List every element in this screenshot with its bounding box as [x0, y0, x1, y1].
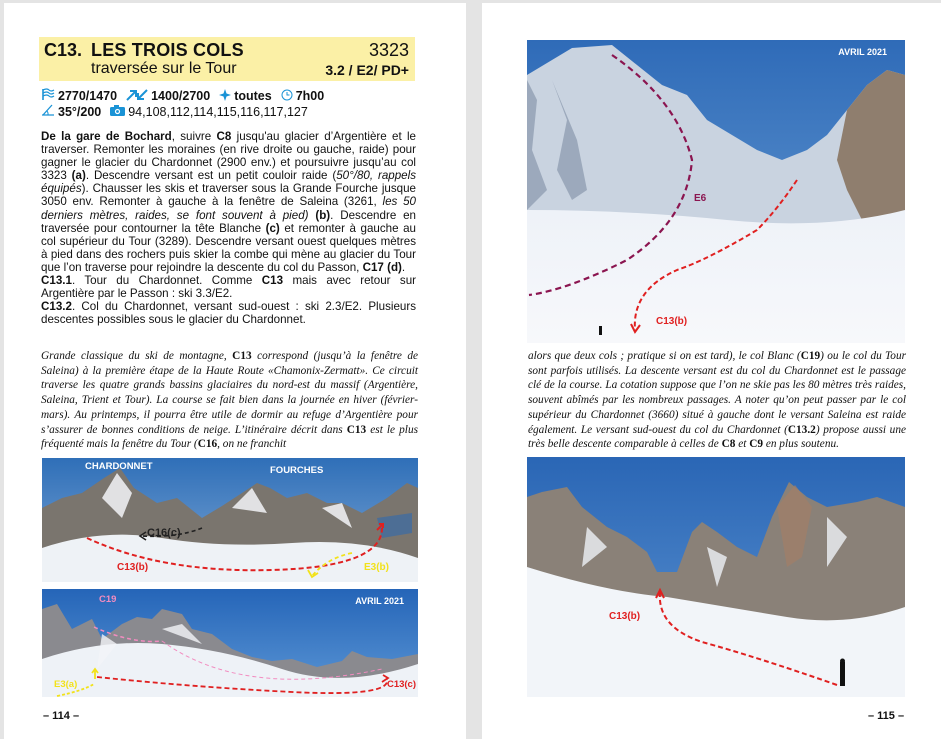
step-ref: (a) [71, 169, 86, 183]
text: . Descendre en traversée pour contourner la tête Blanche [41, 208, 416, 235]
info-row-2 [41, 104, 308, 119]
route-ref: C19 [800, 350, 821, 362]
text: . Descendre versant est un petit couloir raide ( [85, 169, 337, 183]
variant-c13-1 [41, 274, 416, 300]
route-title: LES TROIS COLS [91, 40, 244, 60]
variant-c13-2 [41, 300, 416, 326]
flag-icon [41, 88, 55, 104]
commentary-right [528, 349, 906, 452]
variant-code: C13.1 [41, 274, 72, 288]
route-subtitle: traversée sur le Tour [91, 60, 237, 77]
text: et [735, 438, 750, 451]
label-c19: C19 [99, 594, 117, 605]
step-ref: C17 (d) [362, 260, 402, 274]
route-title-box [39, 37, 415, 81]
route-description [41, 130, 416, 326]
text: et remonter à gauche au col supérieur du Tour (3289). Descendre versant ouest quelques mètres à pied dans des rochers puis skier la combe qui mène au glacier du Tour que l’on traverse pour rejoindre la descente du col du Passon, [41, 221, 417, 274]
start-point: De la gare de Bochard [41, 130, 172, 143]
step-ref: (c) [265, 221, 280, 235]
note: 50°/80, rappels équipés [41, 169, 416, 196]
text: . Col du Chardonnet, versant sud-ouest : ski 2.3/E2. Plusieurs descentes possibles sous le glacier du Chardonnet. [41, 300, 416, 327]
text: ) propose aussi une très belle descente comparable à celles de [528, 423, 906, 451]
slope-angle-icon [41, 104, 55, 119]
note: les 50 derniers mètres, raides, se font souvent à pied) [41, 195, 416, 222]
exposure: toutes [234, 89, 272, 103]
duration: 7h00 [295, 89, 325, 103]
arrows-converge-icon [126, 89, 148, 104]
label-fourches: FOURCHES [270, 465, 324, 476]
route-ref: C13 [261, 274, 284, 288]
route-grade: 3.2 / E2/ PD+ [325, 62, 409, 78]
route-altitude: 3323 [368, 40, 409, 60]
commentary-left [41, 349, 418, 452]
label-c13b: C13(b) [656, 316, 688, 327]
label-c16c: C16(c) [147, 527, 181, 539]
text: mais avec retour sur Argentière par le Passon : ski 3.3/E2. [41, 274, 417, 301]
label-c13c: C13(c) [386, 679, 416, 690]
text: alors que deux cols ; pratique si on est tard), le col Blanc ( [528, 350, 801, 362]
route-ref: C8 [216, 130, 232, 143]
photo-col-blanc [42, 589, 418, 697]
compass-star-icon [219, 89, 231, 104]
route-ref: C13 [232, 350, 252, 362]
clock-icon [281, 89, 293, 104]
text: ). Chausser les skis et traverser sous la Grande Fourche jusque 3050 env. Remonter à gauche à la fenêtre de Saleina (3261, [41, 182, 416, 209]
variant-code: C13.2 [41, 300, 72, 314]
label-date: AVRIL 2021 [838, 47, 887, 57]
route-ref: C9 [749, 438, 763, 451]
label-date: AVRIL 2021 [355, 596, 404, 606]
slope: 35°/200 [58, 104, 102, 119]
text: , on ne franchit [217, 438, 287, 451]
step-ref: (b) [308, 208, 331, 222]
start-end-altitudes: 2770/1470 [58, 89, 118, 103]
text: ) ou le col du Tour sont parfois utilisés. La descente versant est du col du Chardonnet est le passage clé de la course. La cotation suppose que l’on ne skie pas les 80 mètres très raides, souvent abîmés par les nombreux passages. A noter qu’on peut passer par le col supérieur du Chardonnet (3660) situé à gauche dont le versant Saleina est raide également. Le versant sud-ouest du col du Chardonnet ( [528, 350, 906, 436]
label-c13b: C13(b) [117, 562, 149, 573]
route-ref: C13.2 [787, 423, 816, 436]
page-number-left: – 114 – [43, 710, 80, 722]
text: Grande classique du ski de montagne, [41, 350, 233, 362]
text: correspond (jusqu’à la fenêtre de Saleina) à la première étape de la Haute Route «Chamonix-Zermatt». Ce circuit traverse les quatre grands bassins glaciaires du nord-est du massif (Argentière, Saleina, Trient et Tour). La course se fait bien dans la journée en hiver (février-mars). Au printemps, il pourra être utile de dormir au refuge d’Argentière pour s’assurer de bonnes conditions de neige. L’itinéraire décrit dans [41, 350, 418, 436]
info-row-1 [41, 88, 324, 104]
label-chardonnet: CHARDONNET [85, 461, 153, 472]
page-number-right: – 115 – [868, 710, 905, 722]
photo-references: 94,108,112,114,115,116,117,127 [128, 104, 308, 119]
ascent-descent: 1400/2700 [151, 89, 211, 103]
camera-icon [110, 105, 125, 119]
text: . [401, 260, 406, 274]
text: en plus soutenu. [763, 438, 839, 451]
label-e6: E6 [694, 193, 707, 204]
photo-chardonnet-fourches [42, 458, 418, 582]
photo-fenetre-saleina [527, 457, 905, 697]
text: est le plus fréquenté mais la fenêtre du Tour ( [41, 423, 418, 451]
photo-aiguille-argentiere [527, 40, 905, 343]
label-e3b: E3(b) [364, 562, 389, 573]
route-code: C13. [44, 40, 83, 60]
text: jusqu'au glacier d’Argentière et le traverser. Remonter les moraines (en rive droite ou gauche, raide) pour gagner le glacier du Chardonnet (2900 env.) et poursuivre jusqu’au col 3323 [41, 130, 416, 183]
route-ref: C16 [197, 438, 218, 451]
label-e3a: E3(a) [54, 679, 78, 690]
route-ref: C8 [721, 438, 736, 451]
text: , suivre [171, 130, 217, 143]
text: . Tour du Chardonnet. Comme [71, 274, 262, 288]
route-ref: C13 [346, 423, 367, 436]
label-c13b: C13(b) [609, 611, 641, 622]
